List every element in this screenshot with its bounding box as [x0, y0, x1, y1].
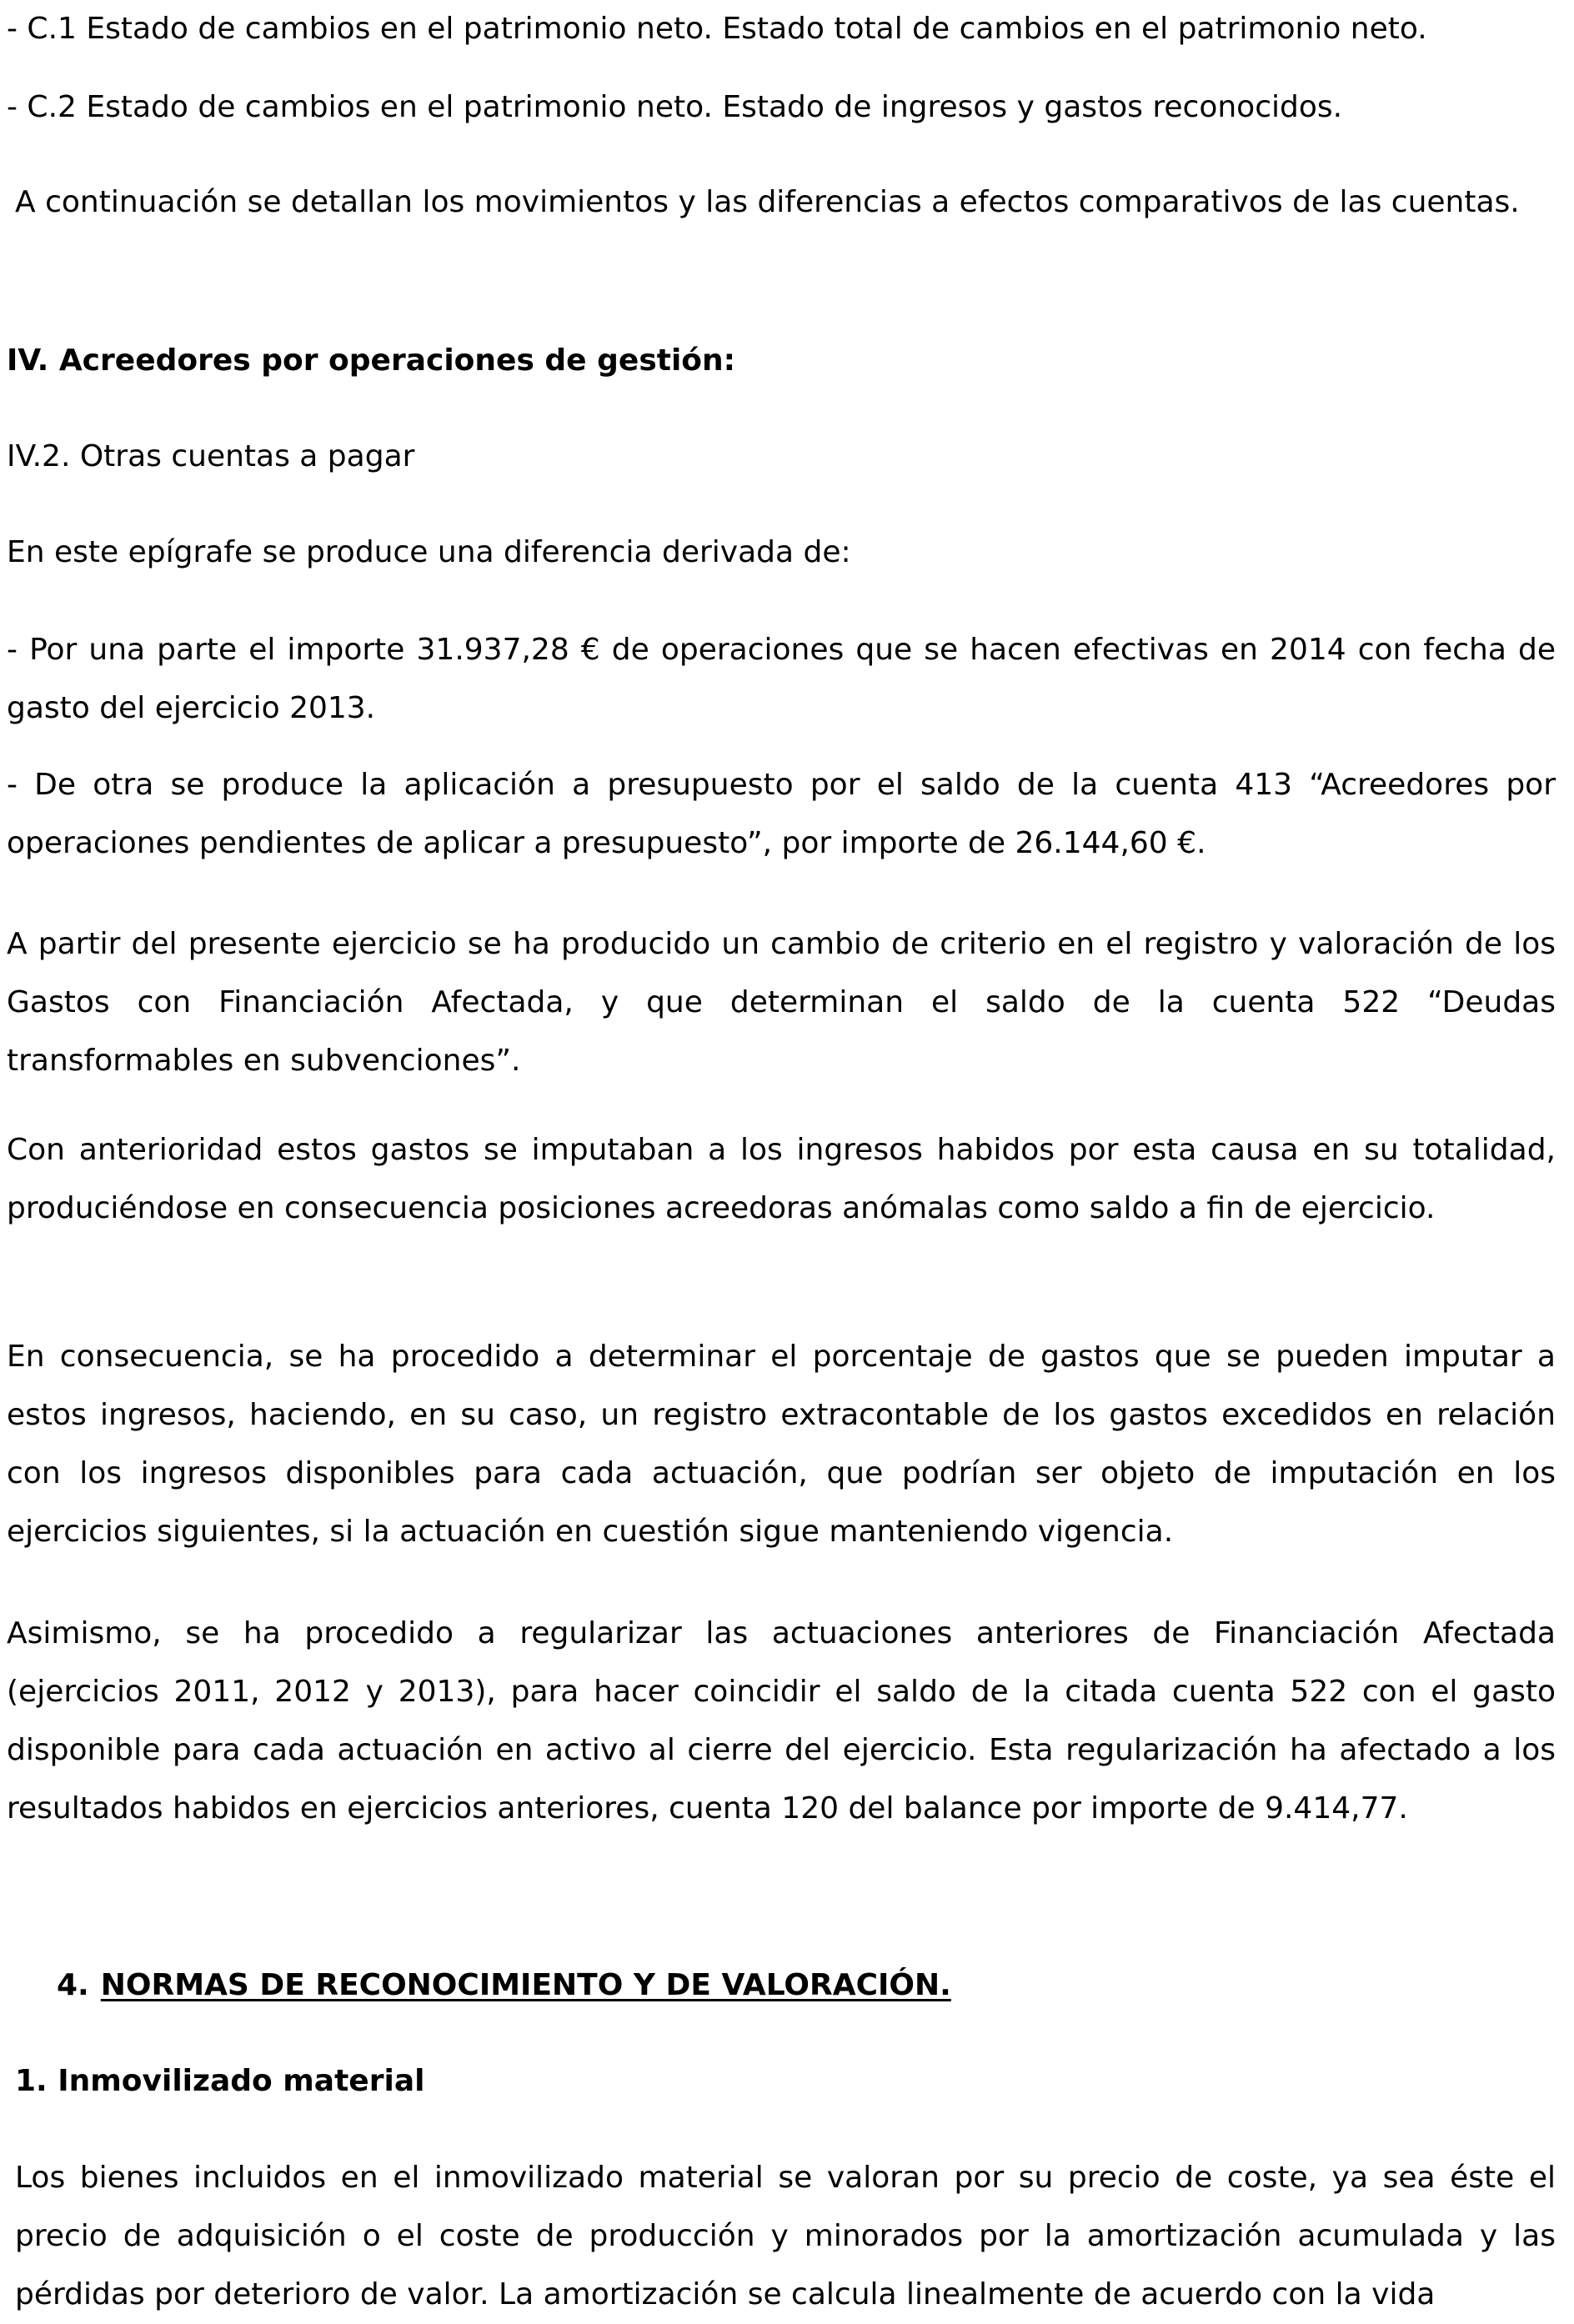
asimismo-paragraph: Asimismo, se ha procedido a regularizar las actuaciones anteriores de Financiación Afectada (ejercicios 2011, 2012 y 2013), para hacer coincidir el saldo de la citada cuenta 522 con el gasto disponible para cada actuación en activo al cierre del ejercicio. Esta regularización ha afectado a los resultados habidos en ejercicios anteriores, cuenta 120 del balance por importe de 9.414,77.	[7, 1616, 1556, 1826]
section-heading-iv: IV. Acreedores por operaciones de gestión:	[7, 343, 736, 378]
subsection-1-heading: 1. Inmovilizado material	[15, 2064, 425, 2098]
subsection-heading-iv2: IV.2. Otras cuentas a pagar	[7, 439, 415, 473]
consecuencia-paragraph: En consecuencia, se ha procedido a determinar el porcentaje de gastos que se pueden imputar a estos ingresos, haciendo, en su caso, un registro extracontable de los gastos excedidos en relación con los ingresos disponibles para cada actuación, que podrían ser objeto de imputación en los ejercicios siguientes, si la actuación en cuestión sigue manteniendo vigencia.	[7, 1340, 1556, 1549]
bullet-paragraph-2: - De otra se produce la aplicación a presupuesto por el saldo de la cuenta 413 “Acreedores por operaciones pendientes de aplicar a presupuesto”, por importe de 26.144,60 €.	[7, 768, 1556, 860]
intro-paragraph: A continuación se detallan los movimientos y las diferencias a efectos comparativos de las cuentas.	[15, 185, 1520, 219]
list-item-c2: - C.2 Estado de cambios en el patrimonio neto. Estado de ingresos y gastos reconocidos.	[7, 90, 1343, 124]
bullet-paragraph-1: - Por una parte el importe 31.937,28 € de operaciones que se hacen efectivas en 2014 con fecha de gasto del ejercicio 2013.	[7, 633, 1556, 725]
diff-intro-paragraph: En este epígrafe se produce una diferencia derivada de:	[7, 535, 851, 569]
subsection-1-body: Los bienes incluidos en el inmovilizado material se valoran por su precio de coste, ya sea éste el precio de adquisición o el coste de producción y minorados por la amortización acumulada y las pérdidas por deterioro de valor. La amortización se calcula linealmente de acuerdo con la vida	[15, 2161, 1556, 2311]
anterioridad-paragraph: Con anterioridad estos gastos se imputaban a los ingresos habidos por esta causa en su totalidad, produciéndose en consecuencia posiciones acreedoras anómalas como saldo a fin de ejercicio.	[7, 1133, 1556, 1225]
criterio-paragraph: A partir del presente ejercicio se ha producido un cambio de criterio en el registro y valoración de los Gastos con Financiación Afectada, y que determinan el saldo de la cuenta 522 “Deudas transformables en subvenciones”.	[7, 927, 1556, 1078]
section-4-title: NORMAS DE RECONOCIMIENTO Y DE VALORACIÓN.	[100, 1968, 951, 2002]
section-4-heading	[57, 1956, 951, 2015]
section-4-number: 4.	[57, 1968, 89, 2002]
list-item-c1: - C.1 Estado de cambios en el patrimonio neto. Estado total de cambios en el patrimonio neto.	[7, 12, 1427, 46]
